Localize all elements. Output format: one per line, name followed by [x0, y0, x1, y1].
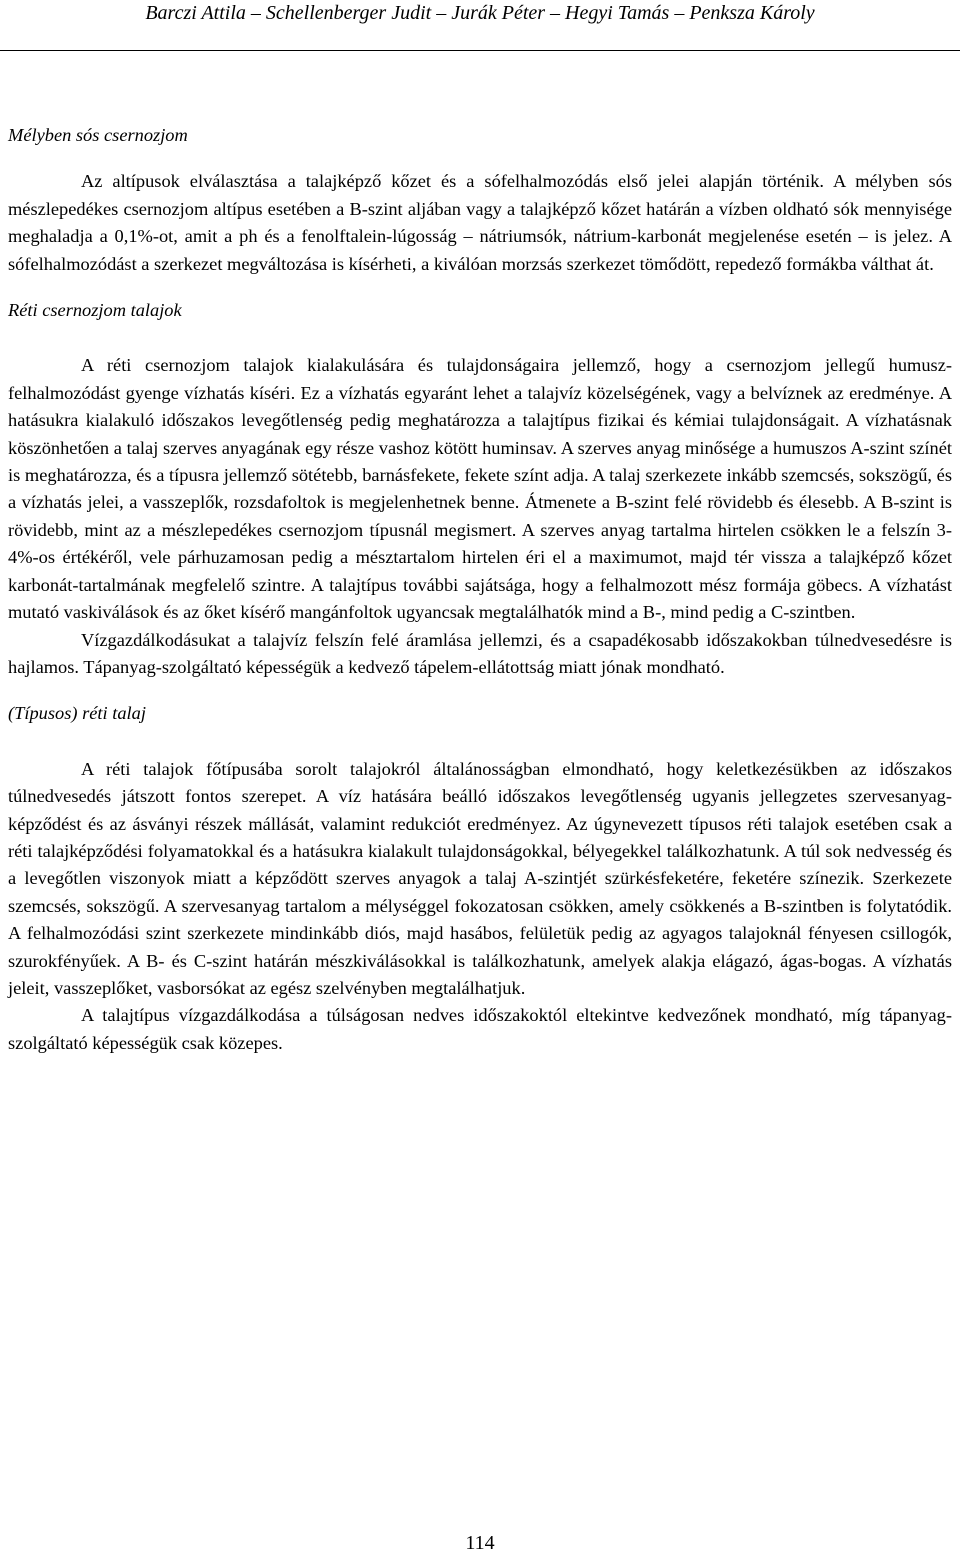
header-divider [0, 50, 960, 51]
document-body [8, 122, 952, 1057]
body-paragraph: Az altípusok elválasztása a talajképző kőzet és a sófelhalmozódás első jelei alapján történik. A mélyben sós mészlepedékes csernozjom altípus esetében a B-szint aljában vagy a talajképző kőzet határán a vízben oldható sók mennyisége meghaladja a 0,1%-ot, amit a ph és a fenolftalein-lúgosság – nátriumsók, nátrium-karbonát megjelenése esetén – is jelez. A sófelhalmozódást a szerkezet megváltozása is kísérheti, a kiválóan morzsás szerkezet tömődött, repedező formákba válthat át. [8, 171, 952, 274]
section-heading: Mélyben sós csernozjom [8, 125, 188, 145]
section-heading: Réti csernozjom talajok [8, 300, 182, 321]
body-paragraph: A réti csernozjom talajok kialakulására és tulajdonságaira jellemző, hogy a csernozjom jellegű humusz-felhalmozódást gyenge vízhatás kíséri. Ez a vízhatás egyaránt lehet a talajvíz közelségének, vagy a belvíznek az eredménye. A hatásukra kialakuló időszakos levegőtlenség pedig meghatározza a talajtípus fizikai és kémiai tulajdonságait. A vízhatásnak köszönhetően a talaj szerves anyagának egy része vashoz kötött huminsav. A szerves anyag minősége a humuszos A-szint színét is meghatározza, és a típusra jellemző sötétebb, barnásfekete, fekete színt adja. A talaj szerkezete inkább szemcsés, sokszögű, és a vízhatás jelei, a vasszeplők, rozsdafoltok is megjelenhetnek benne. Átmenete a B-szint felé rövidebb és élesebb. A B-szint is rövidebb, mint az a mészlepedékes csernozjom típusnál megismert. A szerves anyag tartalma hirtelen csökken le a felszín 3-4%-os értékéről, vele párhuzamosan pedig a mésztartalom hirtelen éri el a maximumot, majd tér vissza a talajképző kőzet karbonát-tartalmának megfelelő szintre. A talajtípus további sajátsága, hogy a felhalmozott mész formája göbecs. A vízhatást mutató vaskiválások és az őket kísérő mangánfoltok ugyancsak megtalálhatók mind a B-, mind pedig a C-szintben. [8, 355, 952, 623]
body-paragraph: A réti talajok főtípusába sorolt talajokról általánosságban elmondható, hogy keletkezésükben az időszakos túlnedvesedés játszott fontos szerepet. A víz hatására beálló időszakos levegőtlenség ugyanis jellegzetes szervesanyag-képződést és az ásványi részek mállását, valamint redukciót eredményez. Az úgynevezett típusos réti talajok esetében csak a réti talajképződési folyamatokkal és a hatásukra kialakult tulajdonságokkal, bélyegekkel találkozhatunk. A túl sok nedvesség és a levegőtlen viszonyok miatt a képződött szerves anyagok a talaj A-szintjét szürkésfeketére, feketére színezik. Szerkezete szemcsés, sokszögű. A szervesanyag tartalom a mélységgel fokozatosan csökken, amely csökkenés a B-szintben is folytatódik. A felhalmozódási szint szerkezete mindinkább diós, majd hasábos, felületük pedig az agyagos talajoknál fényesen csillogók, szurokfényűek. A B- és C-szint határán mészkiválásokkal is találkozhatunk, amelyek alakja elágazó, ágas-bogas. A vízhatás jeleit, vasszeplőket, vasborsókat az egész szelvényben megtalálhatjuk. [8, 758, 952, 998]
section-heading: (Típusos) réti talaj [8, 703, 146, 724]
body-paragraph: Vízgazdálkodásukat a talajvíz felszín felé áramlása jellemzi, és a csapadékosabb időszakokban túlnedvesedésre is hajlamos. Tápanyag-szolgáltató képességük a kedvező tápelem-ellátottság miatt jónak mondható. [8, 629, 952, 677]
running-header-authors: Barczi Attila – Schellenberger Judit – Jurák Péter – Hegyi Tamás – Penksza Károly [145, 2, 815, 24]
page-header [0, 0, 960, 58]
page-number: 114 [465, 1532, 495, 1554]
body-paragraph: A talajtípus vízgazdálkodása a túlságosan nedves időszakoktól eltekintve kedvezőnek mondható, míg tápanyag-szolgáltató képességük csak közepes. [8, 1005, 952, 1053]
